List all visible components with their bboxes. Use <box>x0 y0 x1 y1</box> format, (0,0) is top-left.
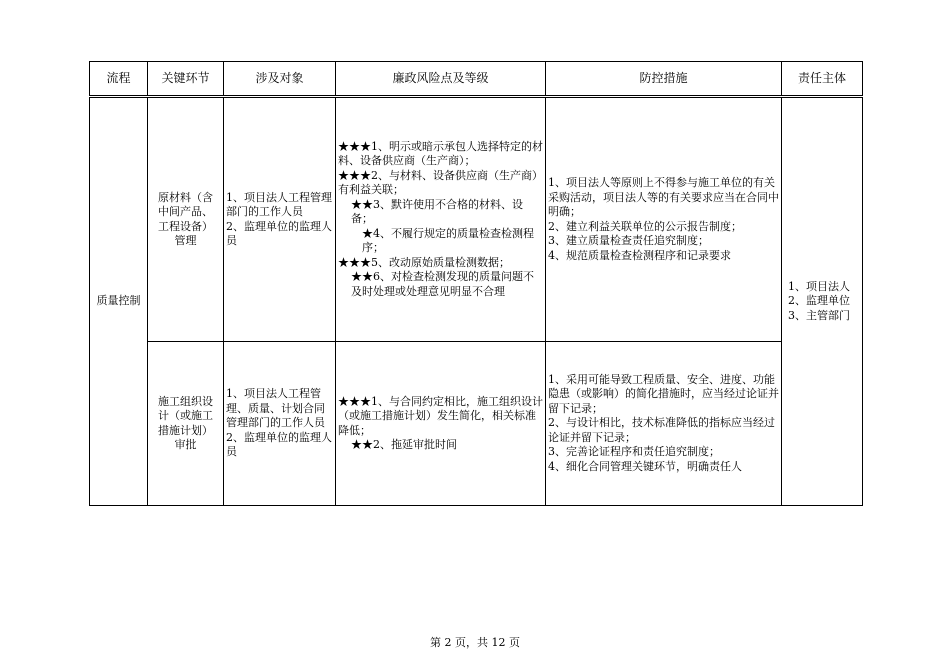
risk-item: ★★★5、改动原始质量检测数据； <box>338 255 510 269</box>
header-responsible: 责任主体 <box>782 62 863 97</box>
responsible-item: 3、主管部门 <box>788 308 850 322</box>
objects-cell <box>224 342 336 506</box>
measure-item: 2、建立利益关联单位的公示报告制度； <box>548 219 742 233</box>
risks-cell <box>336 342 546 506</box>
measure-item: 2、与设计相比，技术标准降低的指标应当经过论证并留下记录； <box>548 416 775 444</box>
key-link-cell: 施工组织设计（或施工措施计划）审批 <box>148 342 224 506</box>
measure-item: 4、规范质量检查检测程序和记录要求 <box>548 248 731 262</box>
measure-item: 1、项目法人等原则上不得参与施工单位的有关采购活动，项目法人等的有关要求应当在合同中明确； <box>548 176 779 218</box>
key-link-cell: 原材料（含中间产品、工程设备）管理 <box>148 97 224 342</box>
risks-cell <box>336 97 546 342</box>
measures-cell <box>546 342 782 506</box>
measure-item: 1、采用可能导致工程质量、安全、进度、功能隐患（或影响）的简化措施时，应当经过论证并留下记录； <box>548 372 779 415</box>
measures-cell <box>546 97 782 342</box>
measure-item: 3、建立质量检查责任追究制度； <box>548 234 709 247</box>
risk-item: ★4、不履行规定的质量检查检测程序； <box>362 226 534 255</box>
process-cell: 质量控制 <box>90 97 148 506</box>
responsible-cell <box>782 97 863 506</box>
header-risks: 廉政风险点及等级 <box>336 62 546 97</box>
objects-cell <box>224 97 336 342</box>
risk-item: ★★★1、与合同约定相比，施工组织设计（或施工措施计划）发生简化，相关标准降低； <box>338 394 543 437</box>
risk-item: ★★★1、明示或暗示承包人选择特定的材料、设备供应商（生产商）； <box>338 139 543 168</box>
risk-item: ★★6、对检查检测发现的质量问题不及时处理或处理意见明显不合理 <box>351 270 534 298</box>
header-key-link: 关键环节 <box>148 62 224 97</box>
header-objects: 涉及对象 <box>224 62 336 97</box>
risk-item: ★★2、拖延审批时间 <box>351 438 457 451</box>
responsible-item: 1、项目法人 <box>788 279 850 293</box>
page-number: 第 2 页，共 12 页 <box>430 636 520 649</box>
header-process: 流程 <box>90 62 148 97</box>
header-measures: 防控措施 <box>546 62 782 97</box>
measure-item: 3、完善论证程序和责任追究制度； <box>548 445 720 459</box>
header-row <box>90 62 863 97</box>
table-row <box>90 342 863 506</box>
table-row <box>90 97 863 342</box>
risk-item: ★★★2、与材料、设备供应商（生产商）有利益关联； <box>338 168 543 197</box>
risk-item: ★★3、默许使用不合格的材料、设备； <box>351 197 523 226</box>
objects-text: 1、项目法人工程管理、质量、计划合同管理部门的工作人员 2、监理单位的监理人员 <box>226 387 332 459</box>
risk-table-container <box>89 61 863 506</box>
risk-table <box>89 61 863 506</box>
responsible-item: 2、监理单位 <box>788 294 850 308</box>
measure-item: 4、细化合同管理关键环节，明确责任人 <box>548 459 742 473</box>
objects-text: 1、项目法人工程管理部门的工作人员 2、监理单位的监理人员 <box>226 190 332 247</box>
